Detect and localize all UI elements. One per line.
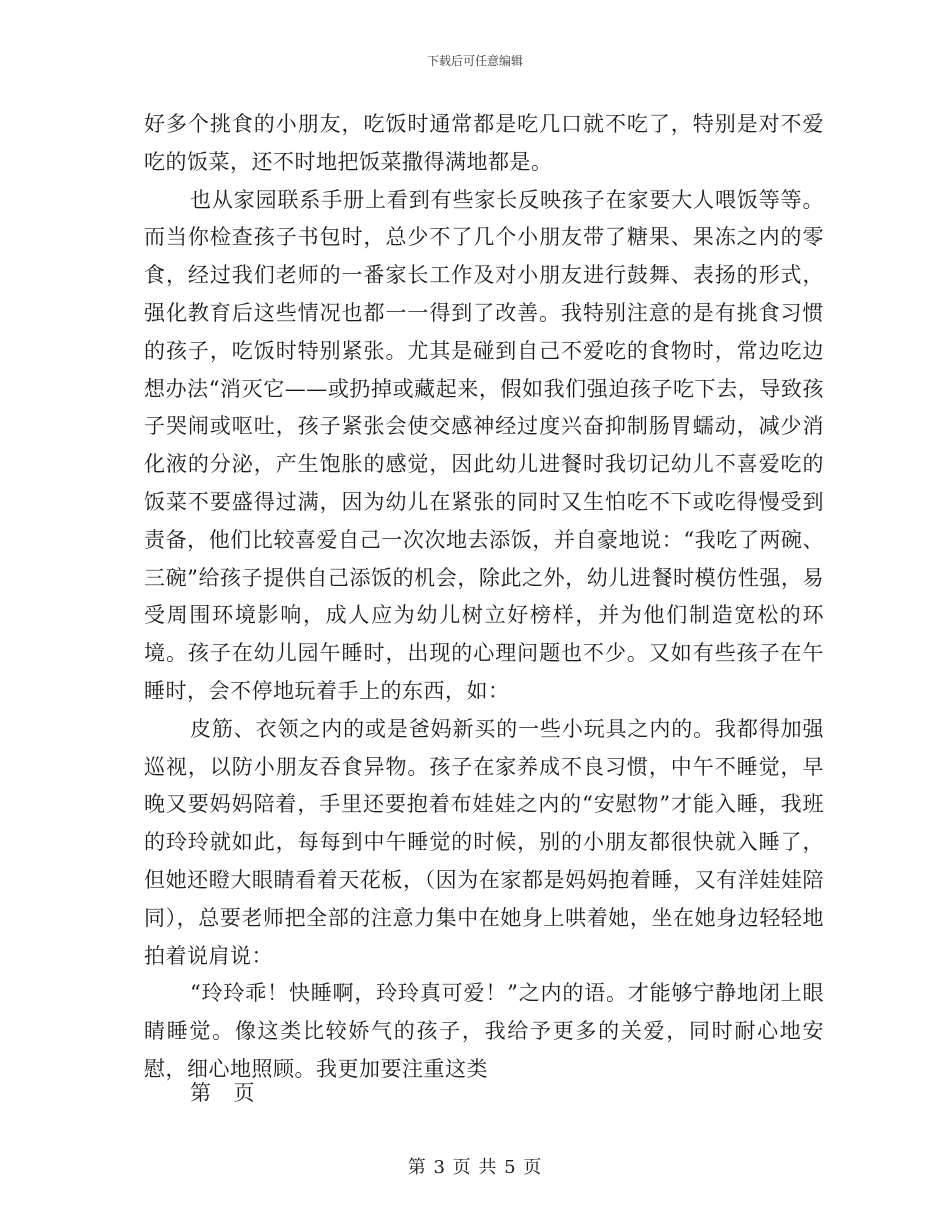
page-marker (190, 1077, 255, 1107)
paragraph-4: “玲玲乖！快睡啊，玲玲真可爱！”之内的语。才能够宁静地闭上眼睛睡觉。像这类比较娇气的孩子，我给予更多的关爱，同时耐心地安慰，细心地照顾。我更加要注重这类 (144, 981, 824, 1081)
page-marker-right: 页 (233, 1081, 255, 1105)
paragraph-3: 皮筋、衣领之内的或是爸妈新买的一些小玩具之内的。我都得加强巡视，以防小朋友吞食异物。孩子在家养成不良习惯，中午不睡觉，早晚又要妈妈陪着，手里还要抱着布娃娃之内的“安慰物”才能入睡，我班的玲玲就如此，每每到中午睡觉的时候，别的小朋友都很快就入睡了，但她还瞪大眼睛看着天花板，（因为在家都是妈妈抱着睡，又有洋娃娃陪同），总要老师把全部的注意力集中在她身上哄着她，坐在她身边轻轻地拍着说肩说： (144, 716, 824, 968)
document-body (144, 106, 824, 1089)
paragraph-2: 也从家园联系手册上看到有些家长反映孩子在家要大人喂饭等等。而当你检查孩子书包时，总少不了几个小朋友带了糖果、果冻之内的零食，经过我们老师的一番家长工作及对小朋友进行鼓舞、表扬的形式，强化教育后这些情况也都一一得到了改善。我特别注意的是有挑食习惯的孩子，吃饭时特别紧张。尤其是碰到自己不爱吃的食物时，常边吃边想办法“消灭它——或扔掉或藏起来，假如我们强迫孩子吃下去，导致孩子哭闹或呕吐，孩子紧张会使交感神经过度兴奋抑制肠胃蠕动，减少消化液的分泌，产生饱胀的感觉，因此幼儿进餐时我切记幼儿不喜爱吃的饭菜不要盛得过满，因为幼儿在紧张的同时又生怕吃不下或吃得慢受到责备，他们比较喜爱自己一次次地去添饭，并自豪地说：“我吃了两碗、三碗”给孩子提供自己添饭的机会，除此之外，幼儿进餐时模仿性强，易受周围环境影响，成人应为幼儿树立好榜样，并为他们制造宽松的环境。孩子在幼儿园午睡时，出现的心理问题也不少。又如有些孩子在午睡时，会不停地玩着手上的东西，如： (144, 187, 824, 703)
paragraph-1: 好多个挑食的小朋友，吃饭时通常都是吃几口就不吃了，特别是对不爱吃的饭菜，还不时地把饭菜撒得满地都是。 (144, 112, 824, 174)
page-header: 下载后可任意编辑 (426, 54, 523, 68)
page-marker-left: 第 (190, 1081, 212, 1105)
page-footer: 第 3 页 共 5 页 (407, 1157, 543, 1178)
